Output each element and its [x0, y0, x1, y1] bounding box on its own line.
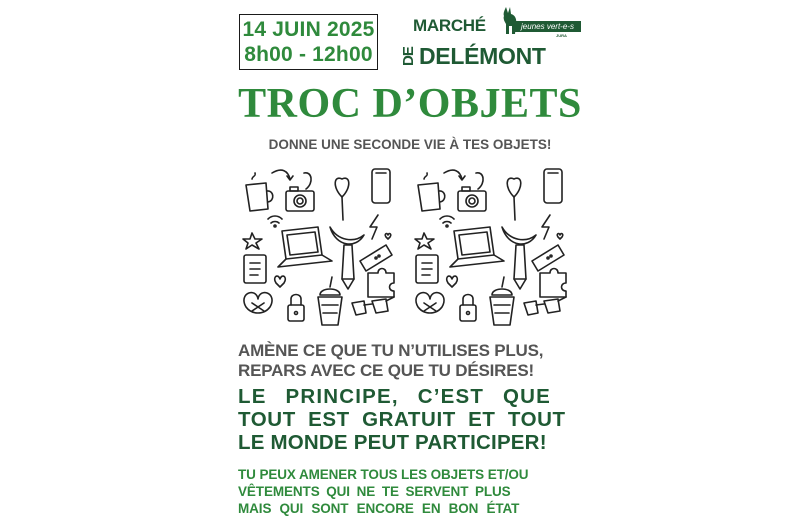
bring-line-2: REPARS AVEC CE QUE TU DÉSIRES!	[238, 361, 534, 380]
subtitle: DONNE UNE SECONDE VIE À TES OBJETS!	[268, 137, 552, 152]
logo-banner: jeunes vert-e-s	[514, 21, 581, 32]
principle-line-1: LE PRINCIPE, C’EST QUE	[238, 385, 551, 408]
bring-line-1: AMÈNE CE QUE TU N’UTILISES PLUS,	[238, 341, 544, 360]
de-label: DE	[400, 47, 417, 66]
doodle-illustration	[238, 165, 582, 335]
marche-label: MARCHÉ	[413, 16, 486, 35]
event-date: 14 JUIN 2025	[242, 18, 375, 41]
principle-line-3: LE MONDE PEUT PARTICIPER!	[238, 431, 547, 454]
details-line-1: TU PEUX AMENER TOUS LES OBJETS ET/OU	[238, 467, 529, 482]
details-text	[238, 466, 528, 517]
details-line-2: VÊTEMENTS QUI NE TE SERVENT PLUS	[238, 484, 511, 499]
date-box	[239, 14, 378, 70]
principle-text	[238, 385, 582, 454]
bring-text	[238, 341, 543, 381]
event-hours: 8h00 - 12h00	[244, 43, 373, 66]
town-label: DELÉMONT	[419, 43, 546, 69]
principle-line-2: TOUT EST GRATUIT ET TOUT	[238, 408, 566, 431]
page-title: TROC D’OBJETS	[238, 81, 582, 127]
logo-sub: JURA	[556, 33, 567, 38]
details-line-3: MAIS QUI SONT ENCORE EN BON ÉTAT	[238, 501, 520, 516]
